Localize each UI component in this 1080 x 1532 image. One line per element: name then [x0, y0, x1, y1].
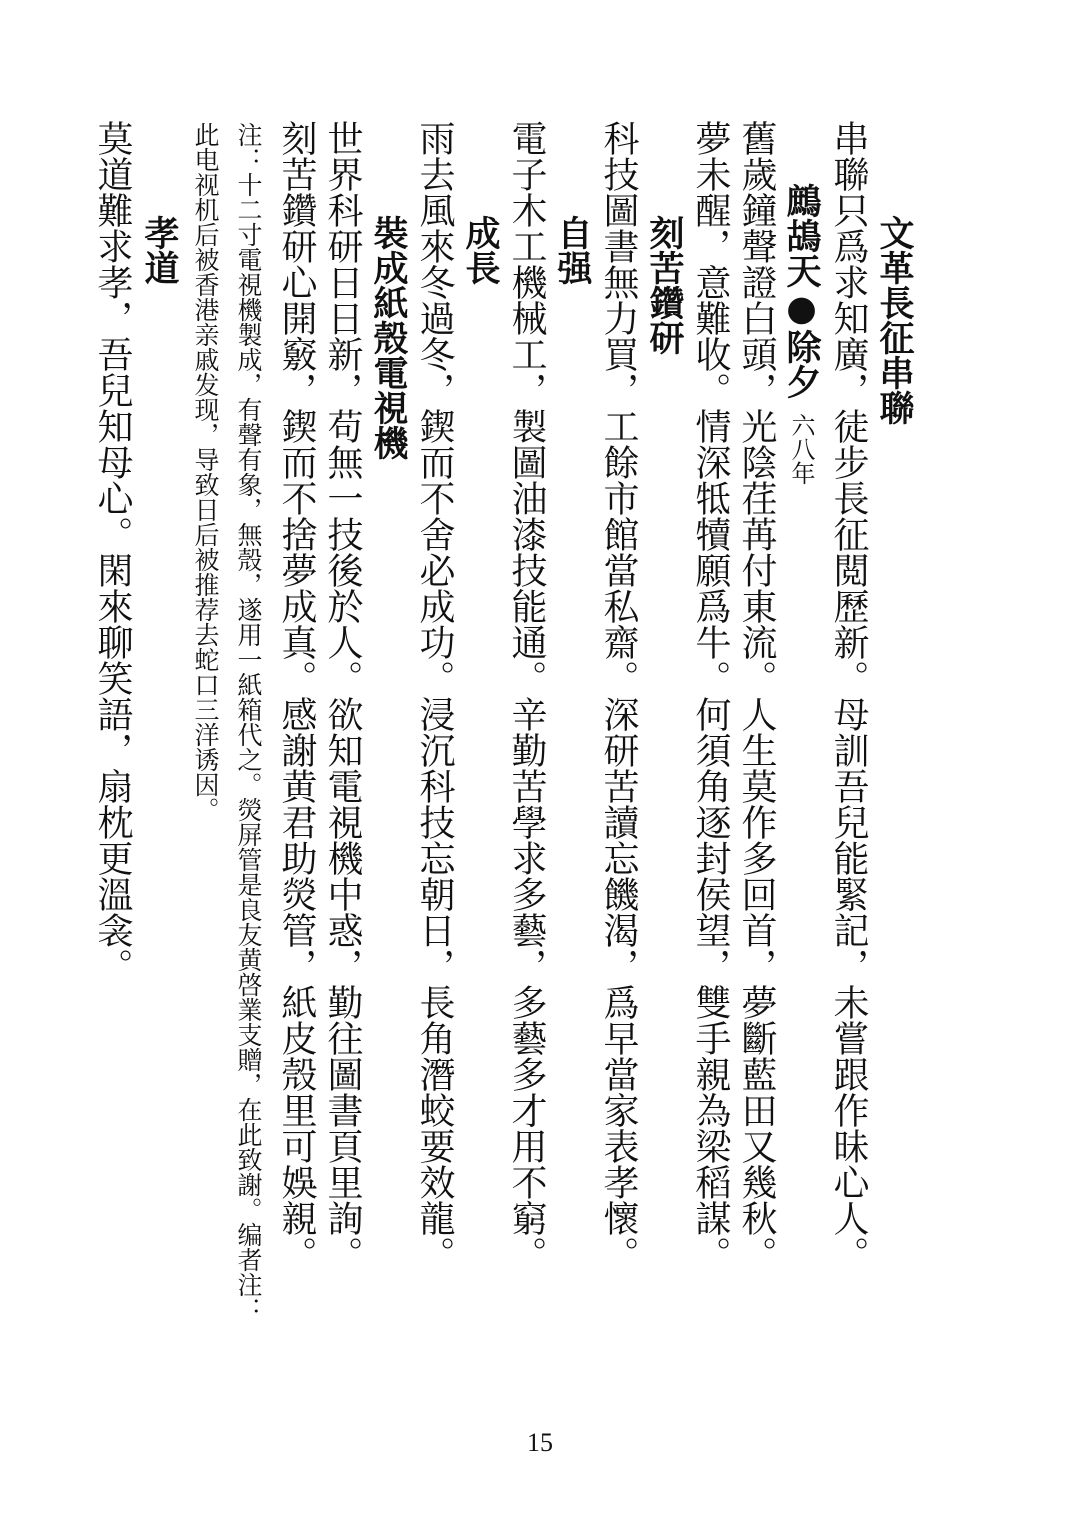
title-text: 孝道 [139, 215, 180, 285]
note-text: 此电视机后被香港亲戚发现，导致日后被推荐去蛇口三洋诱因。 [191, 122, 220, 822]
title-column-title-ziqiang [552, 215, 593, 285]
verse-text: 世界科研日日新，苟無一技後於人。欲知電視機中惑，勤往圖書頁里詢。 [322, 120, 363, 1272]
verse-column-verse-1 [828, 120, 869, 1272]
verse-column-verse-5 [506, 120, 547, 1272]
verse-text: 電子木工機械工，製圖油漆技能通。辛勤苦學求多藝，多藝多才用不窮。 [506, 120, 547, 1272]
page-number: 15 [527, 1428, 553, 1457]
title-column-title-xiaodao [139, 215, 180, 285]
verse-column-verse-4 [598, 120, 639, 1272]
title-text: 成長 [460, 215, 501, 285]
verse-column-verse-8 [276, 120, 317, 1272]
title-text: 文革長征串聯 [874, 215, 915, 425]
title-text: 刻苦鑽研 [644, 215, 685, 355]
title-column-title-chengzhang [460, 215, 501, 285]
title-column-title-zhegutian-chuxi [781, 183, 822, 485]
note-column-note-2 [193, 122, 218, 822]
verse-column-verse-7 [322, 120, 363, 1272]
verse-text: 夢未醒，意難收。情深牴犢願爲牛。何須角逐封侯望，雙手親為梁稻謀。 [690, 120, 731, 1272]
note-column-note-1 [236, 122, 261, 1322]
title-text: 鷓鴣天●除夕 [781, 183, 822, 399]
title-text: 自强 [552, 215, 593, 285]
verse-text: 刻苦鑽研心開竅，鍥而不捨夢成真。感謝黄君助熒管，紙皮殼里可娛親。 [276, 120, 317, 1272]
verse-text: 雨去風來冬過冬，鍥而不舍必成功。浸沉科技忘朝日，長角潛蛟要效龍。 [414, 120, 455, 1272]
verse-text: 莫道難求孝，吾兒知母心。閑來聊笑語，扇枕更溫衾。 [92, 120, 133, 984]
title-column-title-wenge-changzheng-chuanlian [874, 215, 915, 425]
note-text: 注：十二寸電視機製成，有聲有象，無殼，遂用一紙箱代之。熒屏管是良友黄啓業支贈，在此致謝。编者注： [234, 122, 263, 1322]
verse-text: 舊歲鐘聲證白頭，光陰荏苒付東流。人生莫作多回首，夢斷藍田又幾秋。 [736, 120, 777, 1272]
title-column-title-keku-zuanyan [644, 215, 685, 355]
verse-column-verse-2 [736, 120, 777, 1272]
verse-text: 串聯只爲求知廣，徒步長征閲歷新。母訓吾兒能緊記，未嘗跟作昧心人。 [828, 120, 869, 1272]
verse-text: 科技圖書無力買，工餘市館當私齋。深研苦讀忘饑渴，爲早當家表孝懷。 [598, 120, 639, 1272]
title-column-title-zhuangcheng-zhike-dianshiji [368, 215, 409, 460]
title-subtitle-year: 六八年 [787, 413, 815, 485]
verse-column-verse-9 [92, 120, 133, 984]
verse-column-verse-6 [414, 120, 455, 1272]
verse-column-verse-3 [690, 120, 731, 1272]
title-text: 裝成紙殼電視機 [368, 215, 409, 460]
